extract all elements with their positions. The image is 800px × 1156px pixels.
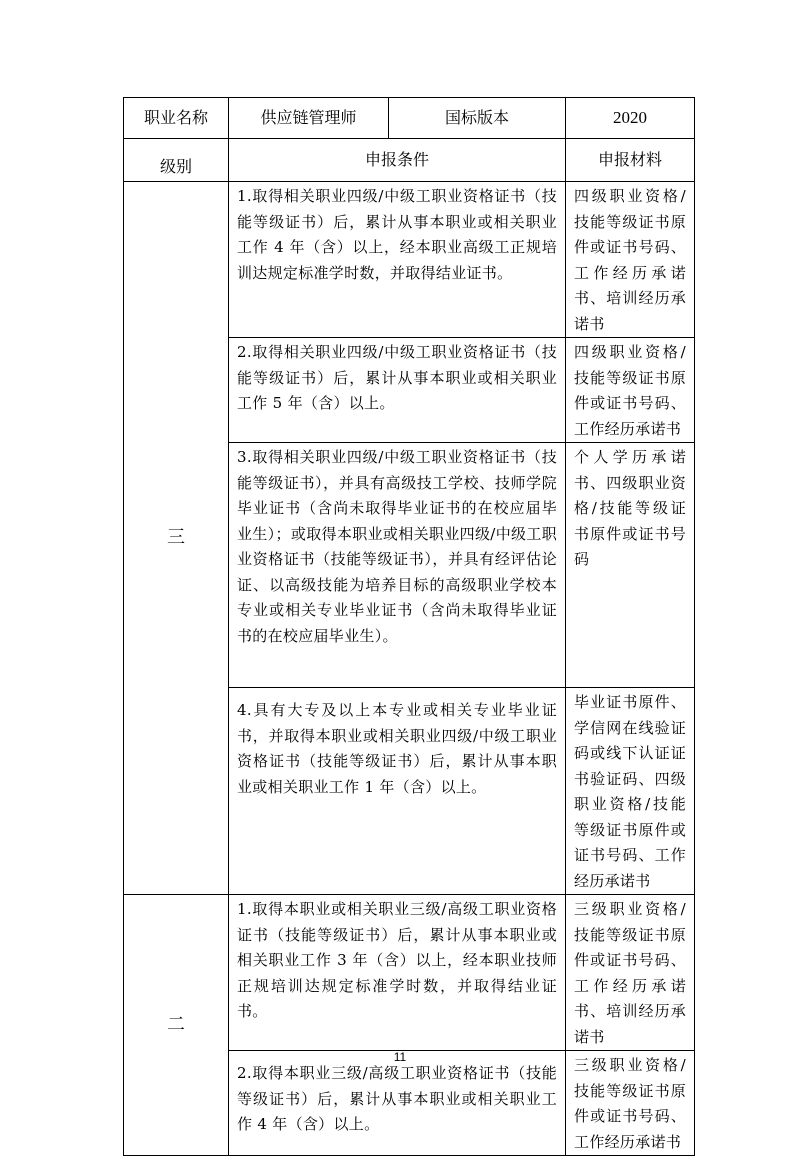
version-year: 2020 bbox=[566, 98, 695, 139]
column-header-level: 级别 bbox=[124, 139, 229, 182]
level-cell-two: 二 bbox=[124, 895, 229, 1156]
condition-cell: 1.取得本职业或相关职业三级/高级工职业资格证书（技能等级证书）后，累计从事本职业或相关职业工作 3 年（含）以上，经本职业技师正规培训达规定标准学时数，并取得结业证书。 bbox=[229, 895, 566, 1051]
column-header-row bbox=[124, 139, 695, 182]
table-row bbox=[124, 895, 695, 1051]
condition-cell: 4.具有大专及以上本专业或相关专业毕业证书，并取得本职业或相关职业四级/中级工职业资格证书（技能等级证书）后，累计从事本职业或相关职业工作 1 年（含）以上。 bbox=[229, 688, 566, 895]
page-number: 11 bbox=[393, 1050, 407, 1064]
occupation-label: 职业名称 bbox=[124, 98, 229, 139]
title-row bbox=[124, 98, 695, 139]
materials-cell: 四级职业资格/技能等级证书原件或证书号码、工作经历承诺书 bbox=[566, 338, 695, 443]
materials-cell: 个人学历承诺书、四级职业资格/技能等级证书原件或证书号码 bbox=[566, 443, 695, 688]
materials-cell: 三级职业资格/技能等级证书原件或证书号码、工作经历承诺书、培训经历承诺书 bbox=[566, 895, 695, 1051]
materials-cell: 三级职业资格/技能等级证书原件或证书号码、工作经历承诺书 bbox=[566, 1051, 695, 1156]
occupation-name: 供应链管理师 bbox=[229, 98, 389, 139]
materials-cell: 毕业证书原件、学信网在线验证码或线下认证证书验证码、四级职业资格/技能等级证书原件或证书号码、工作经历承诺书 bbox=[566, 688, 695, 895]
materials-cell: 四级职业资格/技能等级证书原件或证书号码、工作经历承诺书、培训经历承诺书 bbox=[566, 182, 695, 338]
condition-cell: 3.取得相关职业四级/中级工职业资格证书（技能等级证书），并具有高级技工学校、技师学院毕业证书（含尚未取得毕业证书的在校应届毕业生）；或取得本职业或相关职业四级/中级工职业资格证书（技能等级证书），并具有经评估论证、以高级技能为培养目标的高级职业学校本专业或相关专业毕业证书（含尚未取得毕业证书的在校应届毕业生）。 bbox=[229, 443, 566, 688]
requirements-table bbox=[123, 97, 695, 1156]
condition-cell: 1.取得相关职业四级/中级工职业资格证书（技能等级证书）后，累计从事本职业或相关职业工作 4 年（含）以上，经本职业高级工正规培训达规定标准学时数，并取得结业证书。 bbox=[229, 182, 566, 338]
level-cell-three: 三 bbox=[124, 182, 229, 895]
condition-cell: 2.取得相关职业四级/中级工职业资格证书（技能等级证书）后，累计从事本职业或相关职业工作 5 年（含）以上。 bbox=[229, 338, 566, 443]
column-header-materials: 申报材料 bbox=[566, 139, 695, 182]
condition-cell: 2.取得本职业三级/高级工职业资格证书（技能等级证书）后，累计从事本职业或相关职业工作 4 年（含）以上。 bbox=[229, 1051, 566, 1156]
table-row bbox=[124, 182, 695, 338]
version-label: 国标版本 bbox=[389, 98, 566, 139]
column-header-conditions: 申报条件 bbox=[229, 139, 566, 182]
